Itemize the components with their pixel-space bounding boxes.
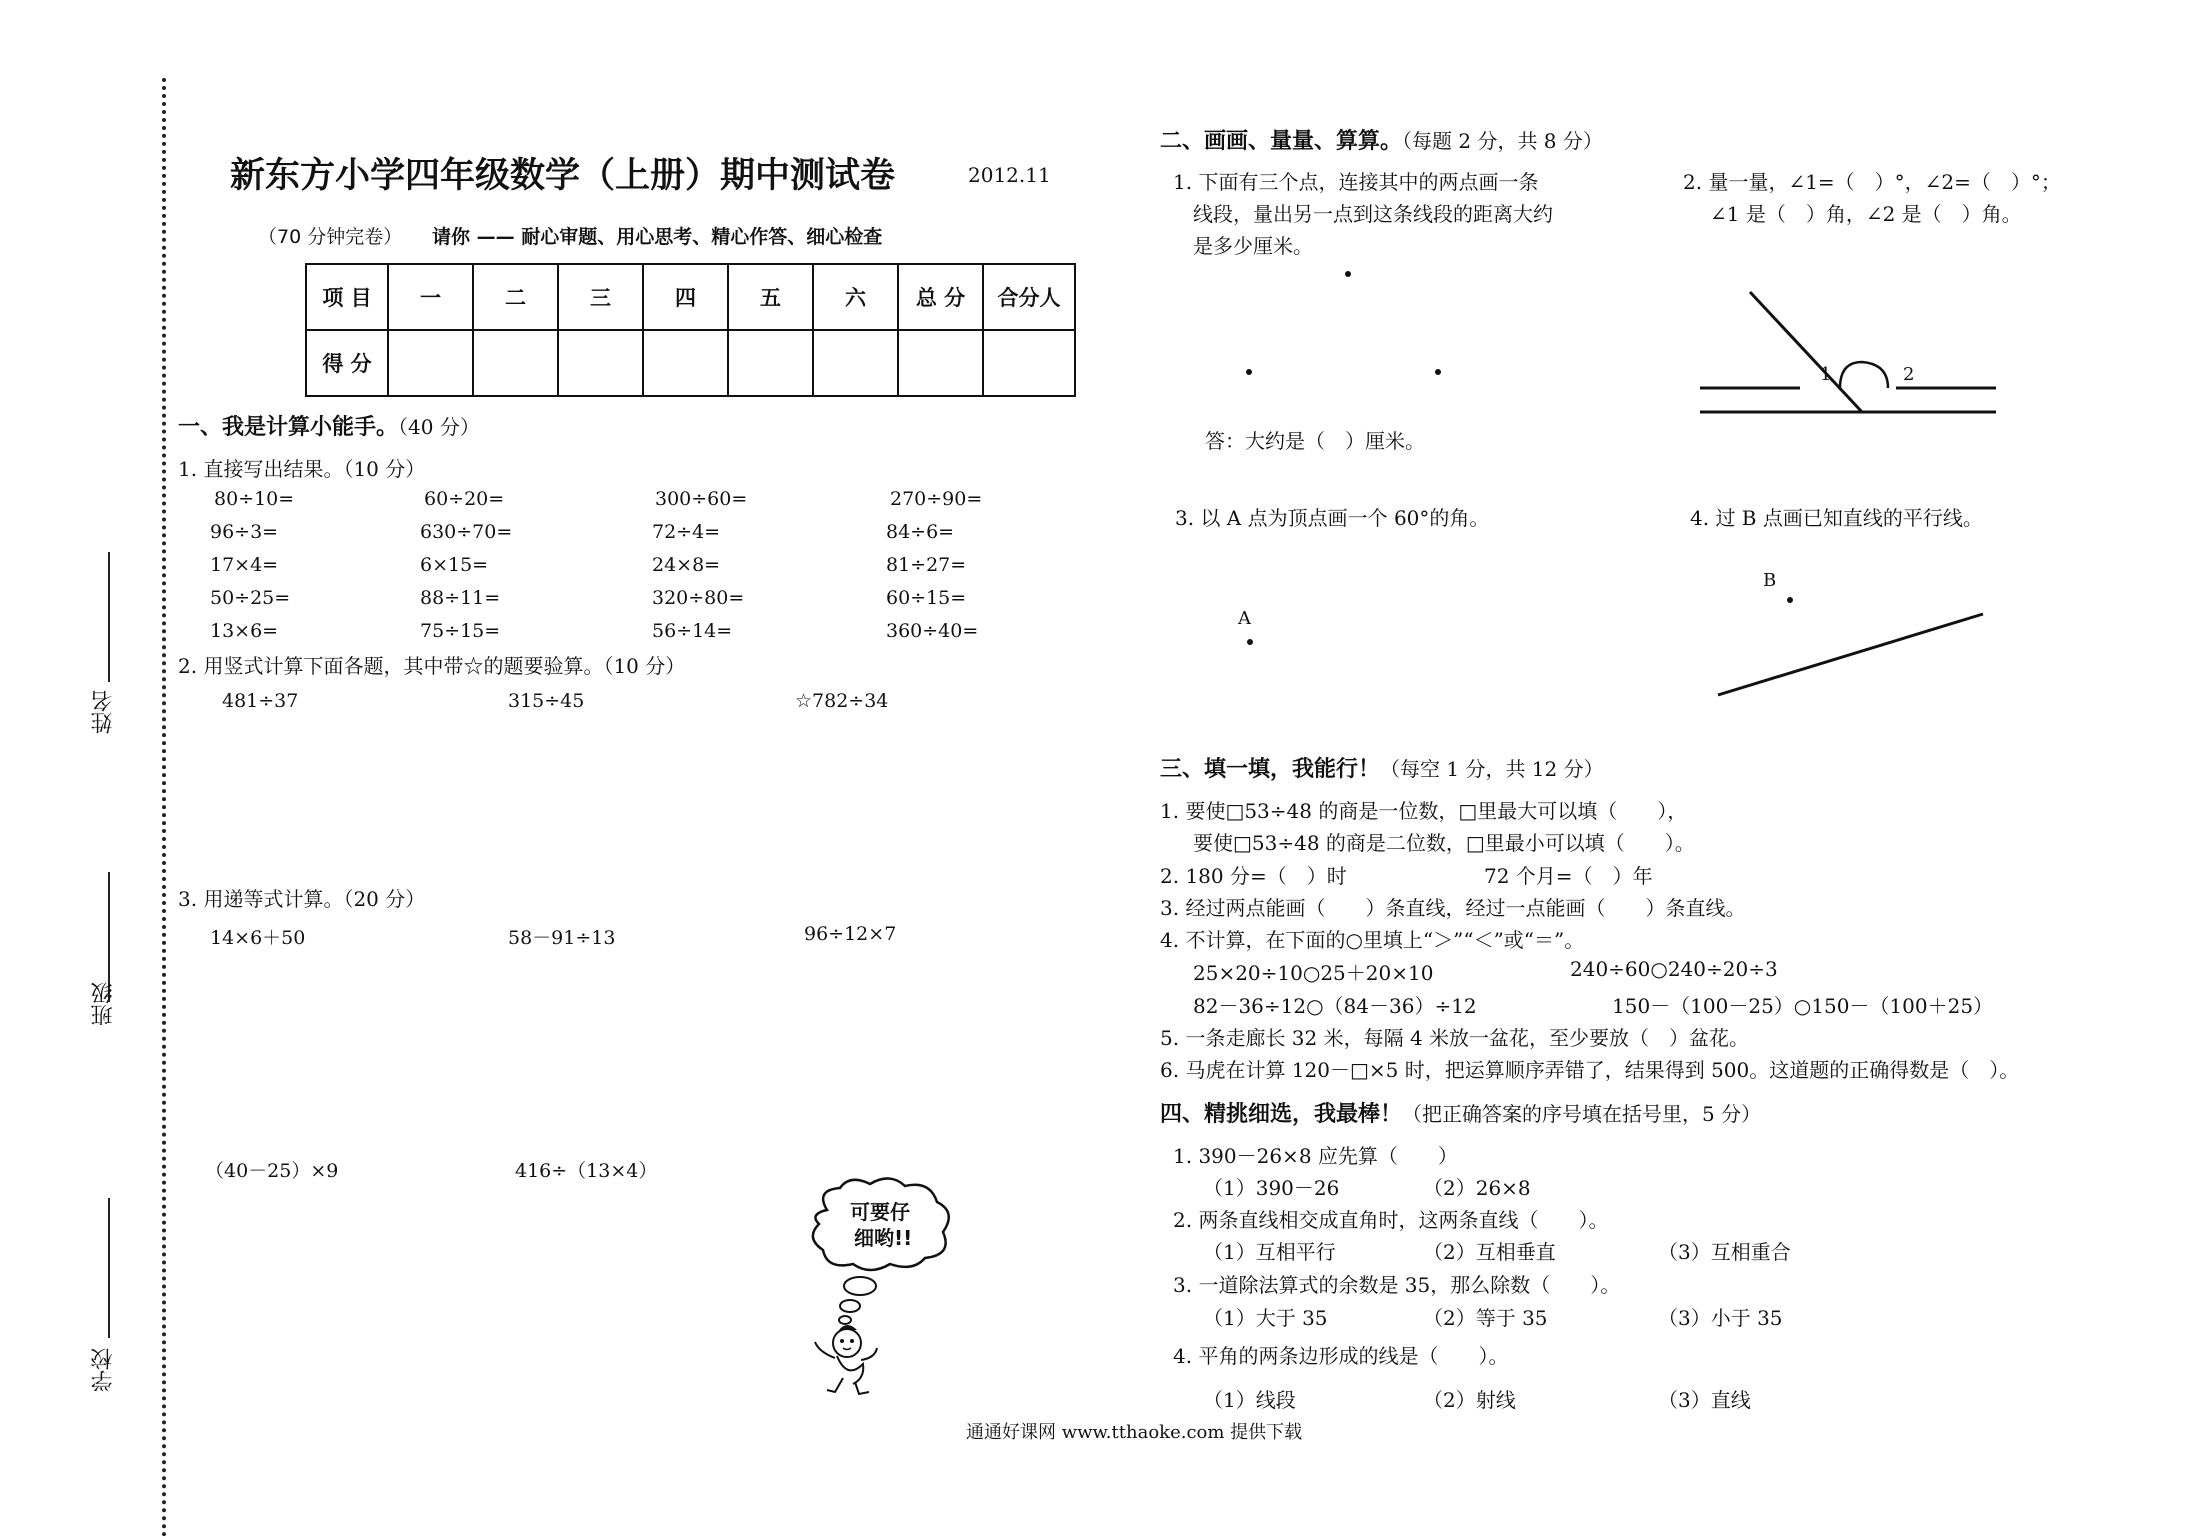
vertical-calc-item: 481÷37: [222, 690, 299, 712]
step-calc-work-area[interactable]: [178, 948, 1038, 1148]
part3-line: 150－（100－25）○150－（100＋25）: [1612, 994, 1994, 1018]
score-header-part4: 四: [643, 264, 728, 330]
vertical-calc-work-area[interactable]: [178, 712, 1038, 867]
part1-q3-title: 3. 用递等式计算。（20 分）: [178, 887, 426, 911]
thought-dot-icon: [840, 1300, 860, 1312]
part3-line: 82－36÷12○（84－36）÷12: [1193, 994, 1477, 1018]
part1-q2-title: 2. 用竖式计算下面各题，其中带☆的题要验算。（10 分）: [178, 654, 686, 678]
calc-item: 84÷6=: [886, 521, 955, 543]
calc-item: 96÷3=: [210, 521, 279, 543]
score-cell[interactable]: [813, 330, 898, 396]
given-line: [1718, 614, 1983, 695]
exam-motto: 请你 —— 耐心审题、用心思考、精心作答、细心检查: [432, 226, 883, 248]
three-points-figure[interactable]: [1230, 260, 1470, 390]
exam-date: 2012.11: [968, 163, 1051, 187]
part3-line: 要使□53÷48 的商是二位数，□里最小可以填（ ）。: [1193, 831, 1695, 855]
calc-item: 630÷70=: [420, 521, 513, 543]
calc-item: 360÷40=: [886, 620, 979, 642]
school-write-line[interactable]: [108, 1198, 110, 1338]
school-label: 学校: [91, 1348, 116, 1392]
score-cell[interactable]: [728, 330, 813, 396]
calc-item: 80÷10=: [214, 488, 295, 510]
option: （1）390－26: [1203, 1176, 1340, 1200]
calc-item: 300÷60=: [655, 488, 748, 510]
score-row-label: 得 分: [306, 330, 388, 396]
part4-q1: 1. 390－26×8 应先算（ ）: [1173, 1144, 1458, 1168]
step-calc-item: 14×6＋50: [210, 927, 306, 949]
point-a-figure[interactable]: [1240, 630, 1260, 650]
point-a-label: A: [1238, 608, 1251, 629]
angle-label-1: 1: [1820, 364, 1832, 385]
calc-item: 320÷80=: [652, 587, 745, 609]
calc-item: 81÷27=: [886, 554, 967, 576]
calc-item: 75÷15=: [420, 620, 501, 642]
vertical-calc-item: 315÷45: [508, 690, 585, 712]
calc-item: 56÷14=: [652, 620, 733, 642]
part4-q2: 2. 两条直线相交成直角时，这两条直线（ ）。: [1173, 1208, 1609, 1232]
score-cell[interactable]: [983, 330, 1075, 396]
calc-item: 72÷4=: [652, 521, 721, 543]
part2-q2-line: 2. 量一量，∠1=（ ）°，∠2=（ ）°；: [1683, 170, 2061, 194]
part3-line: 1. 要使□53÷48 的商是一位数，□里最大可以填（ ），: [1160, 799, 1688, 823]
point-dot-icon: [1435, 369, 1441, 375]
angle-label-2: 2: [1903, 364, 1915, 385]
part2-title: 二、画画、量量、算算。（每题 2 分，共 8 分）: [1160, 129, 1603, 154]
option: （3）互相重合: [1658, 1240, 1791, 1264]
thought-dot-icon: [844, 1277, 876, 1295]
score-header-part1: 一: [388, 264, 473, 330]
option: （2）26×8: [1423, 1176, 1531, 1200]
name-label: 姓名: [91, 690, 116, 734]
part4-title: 四、精挑细选，我最棒！（把正确答案的序号填在括号里，5 分）: [1160, 1102, 1762, 1127]
part4-q3: 3. 一道除法算式的余数是 35，那么除数（ ）。: [1173, 1273, 1621, 1297]
part2-q1-answer: 答：大约是（ ）厘米。: [1205, 429, 1425, 453]
calc-item: 6×15=: [420, 554, 489, 576]
score-table: [305, 263, 1076, 397]
part3-title: 三、填一填，我能行！（每空 1 分，共 12 分）: [1160, 757, 1604, 782]
part3-line: 2. 180 分=（ ）时: [1160, 864, 1347, 888]
option: （3）小于 35: [1658, 1306, 1783, 1330]
score-cell[interactable]: [473, 330, 558, 396]
part3-line: 25×20÷10○25＋20×10: [1193, 961, 1434, 985]
binding-dotted-line: [162, 78, 166, 1538]
class-label: 班级: [91, 982, 116, 1026]
point-b-label: B: [1763, 570, 1777, 591]
part1-q1-title: 1. 直接写出结果。（10 分）: [178, 457, 426, 481]
point-dot-icon: [1247, 639, 1253, 645]
calc-item: 50÷25=: [210, 587, 291, 609]
part2-q4: 4. 过 B 点画已知直线的平行线。: [1690, 506, 1983, 530]
part4-q4: 4. 平角的两条边形成的线是（ ）。: [1173, 1344, 1509, 1368]
part2-q1-line: 1. 下面有三个点，连接其中的两点画一条: [1173, 170, 1539, 194]
score-header-total: 总 分: [898, 264, 983, 330]
option: （2）射线: [1423, 1388, 1516, 1412]
part2-q3: 3. 以 A 点为顶点画一个 60°的角。: [1175, 506, 1490, 530]
exam-duration: （70 分钟完卷）: [258, 226, 403, 248]
thinking-kid-icon: [815, 1325, 877, 1394]
thought-dot-icon: [839, 1316, 851, 1324]
calc-item: 13×6=: [210, 620, 279, 642]
part3-line: 3. 经过两点能画（ ）条直线，经过一点能画（ ）条直线。: [1160, 896, 1746, 920]
part3-line: 5. 一条走廊长 32 米，每隔 4 米放一盆花，至少要放（ ）盆花。: [1160, 1026, 1750, 1050]
score-header-part6: 六: [813, 264, 898, 330]
slanted-line: [1750, 292, 1862, 412]
part2-q1-line: 是多少厘米。: [1193, 234, 1313, 258]
score-header-item: 项 目: [306, 264, 388, 330]
score-cell[interactable]: [898, 330, 983, 396]
exam-title: 新东方小学四年级数学（上册）期中测试卷: [230, 155, 896, 196]
part2-q1-line: 线段，量出另一点到这条线段的距离大约: [1193, 202, 1553, 226]
calc-item: 88÷11=: [420, 587, 501, 609]
part3-line: 240÷60○240÷20÷3: [1570, 957, 1778, 981]
score-header-grader: 合分人: [983, 264, 1075, 330]
score-header-part5: 五: [728, 264, 813, 330]
part1-title: 一、我是计算小能手。（40 分）: [178, 415, 480, 440]
score-table-score-row: [306, 330, 1075, 396]
calc-item: 17×4=: [210, 554, 279, 576]
score-table-header-row: [306, 264, 1075, 330]
vertical-calc-item: ☆782÷34: [795, 690, 889, 712]
part2-q2-line: ∠1 是（ ）角，∠2 是（ ）角。: [1710, 202, 2022, 226]
option: （3）直线: [1658, 1388, 1751, 1412]
calc-item: 270÷90=: [890, 488, 983, 510]
part3-line: 6. 马虎在计算 120－□×5 时，把运算顺序弄错了，结果得到 500。这道题的正确得数是（ ）。: [1160, 1058, 2020, 1082]
step-calc-item: 416÷（13×4）: [515, 1160, 658, 1182]
score-cell[interactable]: [643, 330, 728, 396]
bubble-text-line: 细哟!!: [854, 1226, 913, 1250]
option: （2）互相垂直: [1423, 1240, 1556, 1264]
angle-figure: [1690, 280, 2030, 430]
option: （1）互相平行: [1203, 1240, 1336, 1264]
step-calc-item: 96÷12×7: [804, 923, 897, 945]
option: （1）大于 35: [1203, 1306, 1328, 1330]
name-write-line[interactable]: [108, 552, 110, 682]
option: （2）等于 35: [1423, 1306, 1548, 1330]
step-calc-item: 58－91÷13: [508, 927, 616, 949]
angle-arc-icon: [1840, 362, 1888, 388]
step-calc-item: （40－25）×9: [205, 1160, 339, 1182]
point-dot-icon: [1787, 597, 1793, 603]
score-cell[interactable]: [558, 330, 643, 396]
score-header-part2: 二: [473, 264, 558, 330]
score-header-part3: 三: [558, 264, 643, 330]
footer-credit: 通通好课网 www.tthaoke.com 提供下载: [966, 1422, 1303, 1443]
point-dot-icon: [1345, 271, 1351, 277]
point-dot-icon: [1246, 369, 1252, 375]
calc-item: 24×8=: [652, 554, 721, 576]
part3-line: 4. 不计算，在下面的○里填上“＞”“＜”或“＝”。: [1160, 928, 1585, 952]
bubble-text-line: 可要仔: [850, 1200, 910, 1224]
calc-item: 60÷15=: [886, 587, 967, 609]
score-cell[interactable]: [388, 330, 473, 396]
option: （1）线段: [1203, 1388, 1296, 1412]
part3-line: 72 个月=（ ）年: [1484, 864, 1653, 888]
parallel-line-figure[interactable]: [1700, 580, 2000, 710]
calc-item: 60÷20=: [424, 488, 505, 510]
